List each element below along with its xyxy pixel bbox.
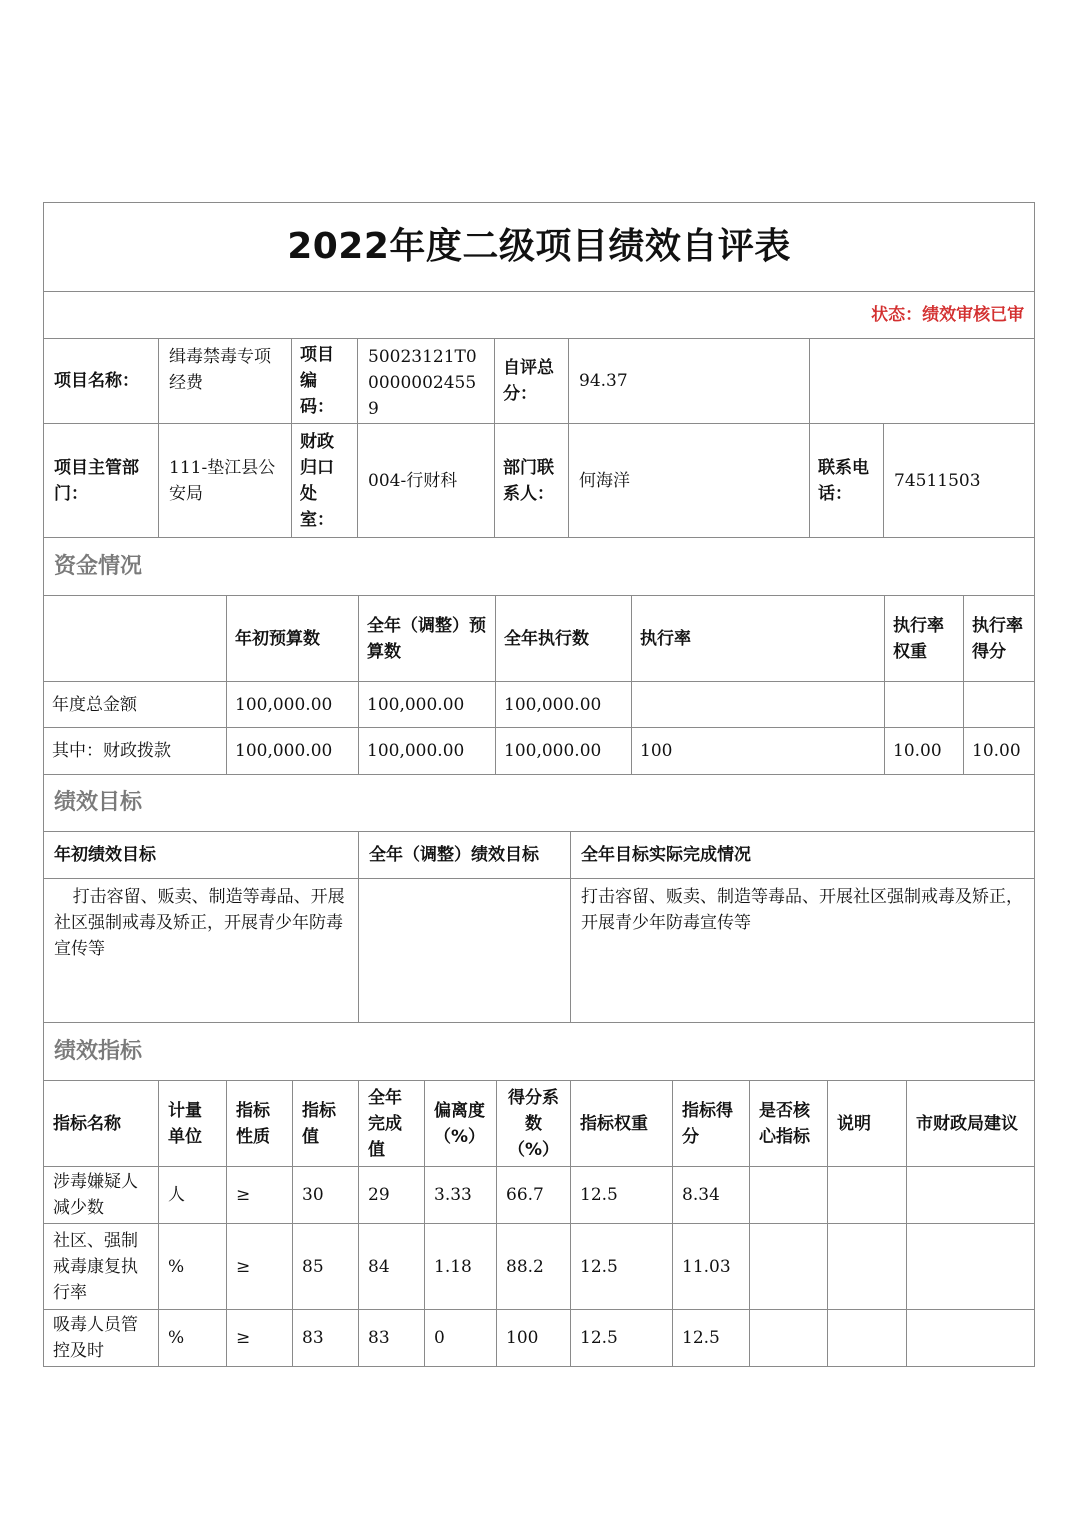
table-cell: ≥ — [227, 1167, 293, 1224]
table-cell: % — [159, 1310, 227, 1367]
table-cell: % — [159, 1224, 227, 1310]
table-cell — [885, 682, 964, 728]
evaluation-form — [43, 202, 1034, 1367]
table-cell: 100,000.00 — [496, 728, 632, 775]
goals-header-row — [44, 832, 1035, 879]
indicators-header-cell: 市财政局建议 — [907, 1081, 1035, 1167]
table-cell: 84 — [359, 1224, 425, 1310]
goals-header-cell: 全年（调整）绩效目标 — [359, 832, 571, 879]
indicators-header-cell: 得分系数（%） — [497, 1081, 571, 1167]
table-cell: 其中：财政拨款 — [44, 728, 227, 775]
table-cell: 0 — [425, 1310, 497, 1367]
table-cell — [828, 1310, 907, 1367]
table-cell: 100 — [632, 728, 885, 775]
funds-header-cell — [44, 596, 227, 682]
actual-completion-text: 打击容留、贩卖、制造等毒品、开展社区强制戒毒及矫正，开展青少年防毒宣传等 — [571, 879, 1035, 1023]
funds-header-cell: 执行率权重 — [885, 596, 964, 682]
table-cell — [632, 682, 885, 728]
indicators-header-row — [44, 1081, 1035, 1167]
table-cell: 吸毒人员管控及时 — [44, 1310, 159, 1367]
indicators-header-cell: 指标得分 — [673, 1081, 750, 1167]
indicators-header-cell: 计量单位 — [159, 1081, 227, 1167]
indicators-header-cell: 指标名称 — [44, 1081, 159, 1167]
goals-header-cell: 年初绩效目标 — [44, 832, 359, 879]
table-cell: 100,000.00 — [227, 682, 359, 728]
indicators-header-cell: 是否核心指标 — [750, 1081, 828, 1167]
adjusted-goal-text — [359, 879, 571, 1023]
table-cell: 100,000.00 — [227, 728, 359, 775]
status-badge: 状态：绩效审核已审 — [44, 292, 1035, 339]
table-row — [44, 682, 1035, 728]
dept-value: 111-垫江县公安局 — [159, 424, 292, 538]
table-cell: ≥ — [227, 1224, 293, 1310]
table-cell: 100,000.00 — [359, 728, 496, 775]
table-cell: 1.18 — [425, 1224, 497, 1310]
table-cell — [907, 1310, 1035, 1367]
table-cell: 100,000.00 — [496, 682, 632, 728]
funds-header-cell: 执行率 — [632, 596, 885, 682]
contact-label: 部门联系人： — [495, 424, 569, 538]
table-cell — [907, 1167, 1035, 1224]
initial-goal-text: 打击容留、贩卖、制造等毒品、开展社区强制戒毒及矫正，开展青少年防毒宣传等 — [44, 879, 359, 1023]
contact-value: 何海洋 — [569, 424, 810, 538]
table-cell: 12.5 — [571, 1224, 673, 1310]
table-cell: 人 — [159, 1167, 227, 1224]
table-cell: 100,000.00 — [359, 682, 496, 728]
funds-header-row — [44, 596, 1035, 682]
dept-label: 项目主管部门： — [44, 424, 159, 538]
indicators-header-cell: 偏离度（%） — [425, 1081, 497, 1167]
indicators-header-cell: 全年完成值 — [359, 1081, 425, 1167]
table-cell: 12.5 — [571, 1310, 673, 1367]
table-cell: 30 — [293, 1167, 359, 1224]
project-name-value: 缉毒禁毒专项经费 — [159, 339, 292, 424]
table-cell: 10.00 — [964, 728, 1035, 775]
table-cell — [964, 682, 1035, 728]
indicators-header-cell: 指标值 — [293, 1081, 359, 1167]
goals-header-cell: 全年目标实际完成情况 — [571, 832, 1035, 879]
indicators-header-cell: 指标性质 — [227, 1081, 293, 1167]
table-cell: 涉毒嫌疑人减少数 — [44, 1167, 159, 1224]
table-cell — [750, 1224, 828, 1310]
indicators-section-title: 绩效指标 — [44, 1023, 1035, 1081]
table-cell: 100 — [497, 1310, 571, 1367]
table-cell: 10.00 — [885, 728, 964, 775]
funds-table — [43, 595, 1035, 832]
self-score-label: 自评总分： — [495, 339, 569, 424]
info-table — [43, 202, 1035, 596]
table-row — [44, 1224, 1035, 1310]
table-cell: 29 — [359, 1167, 425, 1224]
table-cell: 85 — [293, 1224, 359, 1310]
table-cell: 66.7 — [497, 1167, 571, 1224]
table-cell: 年度总金额 — [44, 682, 227, 728]
indicators-table — [43, 1080, 1035, 1367]
table-cell — [750, 1167, 828, 1224]
table-cell: 83 — [359, 1310, 425, 1367]
table-cell: ≥ — [227, 1310, 293, 1367]
funds-header-cell: 年初预算数 — [227, 596, 359, 682]
goals-section-title: 绩效目标 — [44, 775, 1035, 832]
self-score-value: 94.37 — [569, 339, 810, 424]
funds-header-cell: 全年（调整）预算数 — [359, 596, 496, 682]
indicators-header-cell: 指标权重 — [571, 1081, 673, 1167]
table-cell: 社区、强制戒毒康复执行率 — [44, 1224, 159, 1310]
goals-row — [44, 879, 1035, 1023]
funds-header-cell: 全年执行数 — [496, 596, 632, 682]
table-cell — [828, 1167, 907, 1224]
funds-section-title: 资金情况 — [44, 538, 1035, 596]
empty-cell — [810, 339, 1035, 424]
table-cell — [907, 1224, 1035, 1310]
table-cell: 12.5 — [673, 1310, 750, 1367]
indicators-header-cell: 说明 — [828, 1081, 907, 1167]
table-cell: 12.5 — [571, 1167, 673, 1224]
table-row — [44, 728, 1035, 775]
table-cell — [750, 1310, 828, 1367]
table-cell: 83 — [293, 1310, 359, 1367]
phone-value: 74511503 — [884, 424, 1035, 538]
table-cell: 88.2 — [497, 1224, 571, 1310]
finance-office-label: 财政归口处室： — [292, 424, 358, 538]
phone-label: 联系电话： — [810, 424, 884, 538]
table-cell: 11.03 — [673, 1224, 750, 1310]
table-row — [44, 1167, 1035, 1224]
funds-header-cell: 执行率得分 — [964, 596, 1035, 682]
goals-table — [43, 831, 1035, 1081]
finance-office-value: 004-行财科 — [358, 424, 495, 538]
table-cell — [828, 1224, 907, 1310]
project-code-label: 项目编码： — [292, 339, 358, 424]
project-name-label: 项目名称： — [44, 339, 159, 424]
table-cell: 8.34 — [673, 1167, 750, 1224]
project-code-value: 50023121T000000024559 — [358, 339, 495, 424]
table-cell: 3.33 — [425, 1167, 497, 1224]
page-title: 2022年度二级项目绩效自评表 — [44, 203, 1035, 292]
table-row — [44, 1310, 1035, 1367]
